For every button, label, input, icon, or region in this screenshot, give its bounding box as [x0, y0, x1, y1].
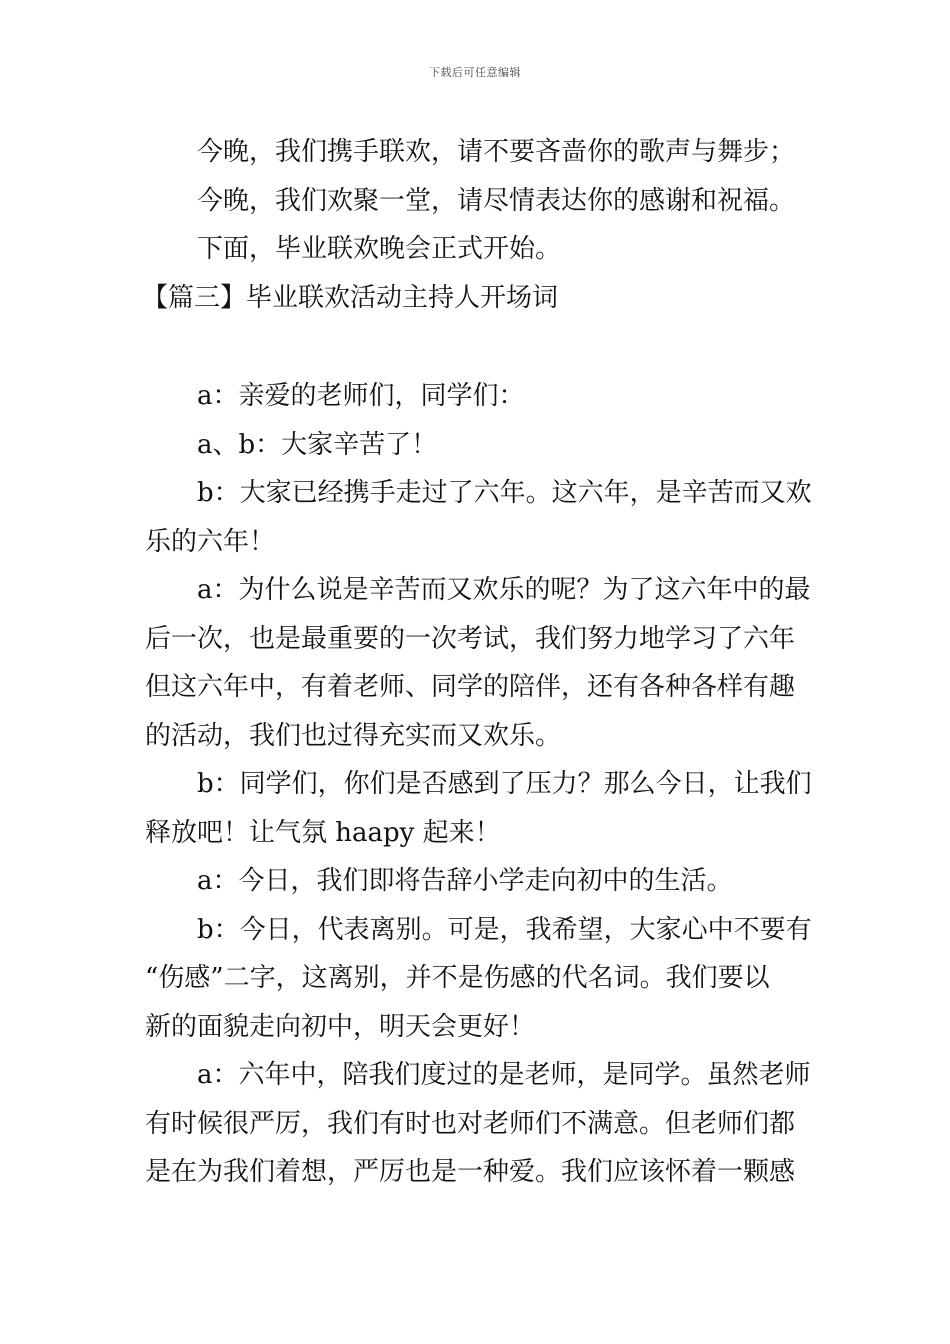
dialogue-line: a：亲爱的老师们，同学们：	[197, 381, 525, 411]
dialogue-line: 但这六年中，有着老师、同学的陪伴，还有各种各样有趣	[145, 672, 796, 702]
dialogue-line: 是在为我们着想，严厉也是一种爱。我们应该怀着一颗感	[145, 1157, 796, 1187]
section-heading: 【篇三】毕业联欢活动主持人开场词	[142, 282, 559, 313]
dialogue-line: b：大家已经携手走过了六年。这六年，是辛苦而又欢	[197, 478, 812, 508]
dialogue-line: 新的面貌走向初中，明天会更好！	[145, 1011, 536, 1042]
dialogue-line: a：今日，我们即将告辞小学走向初中的生活。	[197, 866, 733, 896]
dialogue-line: a、b：大家辛苦了！	[197, 429, 438, 460]
document-body	[142, 128, 812, 1197]
dialogue-line: “伤感”二字，这离别，并不是伤感的代名词。我们要以	[145, 963, 770, 993]
dialogue-line: b：同学们，你们是否感到了压力？那么今日，让我们	[197, 769, 812, 799]
header-note: 下载后可任意编辑	[429, 66, 521, 79]
paragraph-line: 今晚，我们携手联欢，请不要吝啬你的歌声与舞步；	[197, 137, 796, 167]
dialogue-line: 乐的六年！	[145, 526, 276, 557]
blank-space	[145, 322, 810, 372]
dialogue-line: 释放吧！让气氛 haapy 起来！	[145, 817, 501, 848]
dialogue-line: 的活动，我们也过得充实而又欢乐。	[145, 720, 562, 751]
paragraph-line: 今晚，我们欢聚一堂，请尽情表达你的感谢和祝福。	[197, 185, 796, 216]
dialogue-line: a：为什么说是辛苦而又欢乐的呢？为了这六年中的最	[197, 575, 811, 605]
dialogue-lines	[145, 372, 810, 1197]
dialogue-line: a：六年中，陪我们度过的是老师，是同学。虽然老师	[197, 1060, 811, 1090]
dialogue-line: 有时候很严厉，我们有时也对老师们不满意。但老师们都	[145, 1108, 796, 1139]
dialogue-line: b：今日，代表离别。可是，我希望，大家心中不要有	[197, 914, 812, 945]
dialogue-line: 后一次，也是最重要的一次考试，我们努力地学习了六年	[145, 623, 796, 654]
paragraph-line: 下面，毕业联欢晚会正式开始。	[197, 234, 562, 264]
